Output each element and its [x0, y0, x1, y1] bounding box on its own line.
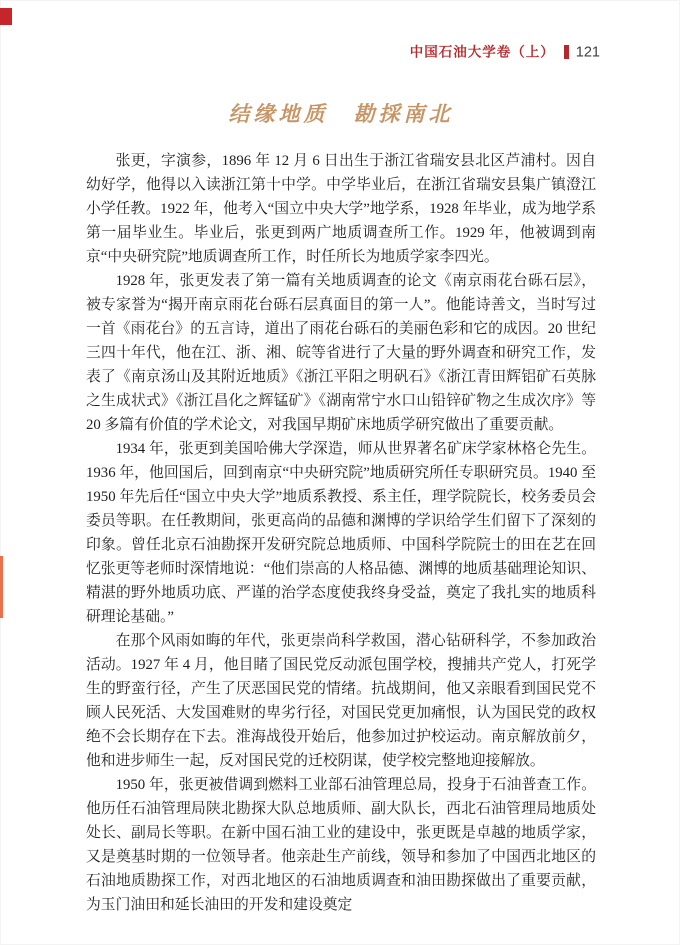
- paragraph-3: 1934 年，张更到美国哈佛大学深造，师从世界著名矿床学家林格仑先生。1936 年，他回国后，回到南京“中央研究院”地质研究所任专职研究员。1940 至 1950 年先后任“国立中央大学”地质系教授、系主任，理学院院长，校务委员会委员等职。在任教期间，张更高尚的品德和渊博的学识给学生们留下了深刻的印象。曾任北京石油勘探开发研究院总地质师、中国科学院院士的田在艺在回忆张更等老师时深情地说：“他们崇高的人格品德、渊博的地质基础理论知识、精湛的野外地质功底、严谨的治学态度使我终身受益，奠定了我扎实的地质科研理论基础。”: [86, 441, 596, 625]
- scan-artifact-orange-strip: [0, 556, 3, 618]
- paragraph-5: 1950 年，张更被借调到燃料工业部石油管理总局，投身于石油普查工作。他历任石油管理局陕北勘探大队总地质师、副大队长，西北石油管理局地质处处长、副局长等职。在新中国石油工业的建设中，张更既是卓越的地质学家，又是奠基时期的一位领导者。他亲赴生产前线，领导和参加了中国西北地区的石油地质勘探工作，对西北地区的石油地质调查和油田勘探做出了重要贡献，为玉门油田和延长油田的开发和建设奠定: [86, 777, 596, 913]
- paragraph-4: 在那个风雨如晦的年代，张更崇尚科学救国，潜心钻研科学，不参加政治活动。1927 年 4 月，他目睹了国民党反动派包围学校，搜捕共产党人，打死学生的野蛮行径，产生了厌恶国民党的情绪。抗战期间，他又亲眼看到国民党不顾人民死活、大发国难财的卑劣行径，对国民党更加痛恨，认为国民党的政权绝不会长期存在下去。淮海战役开始后，他参加过护校运动。南京解放前夕，他和进步师生一起，反对国民党的迁校阴谋，使学校完整地迎接解放。: [86, 633, 596, 769]
- chapter-title: 结缘地质 勘採南北: [228, 102, 454, 126]
- header-divider-bar: [564, 45, 569, 59]
- paragraph-1: 张更，字演参，1896 年 12 月 6 日出生于浙江省瑞安县北区芦浦村。因自幼好学，他得以入读浙江第十中学。中学毕业后，在浙江省瑞安县集广镇澄江小学任教。1922 年，他考入“国立中央大学”地学系，1928 年毕业，成为地学系第一届毕业生。毕业后，张更到两广地质调查所工作。1929 年，他被调到南京“中央研究院”地质调查所工作，时任所长为地质学家李四光。: [86, 153, 596, 265]
- page-header: [0, 44, 600, 60]
- page-number: 121: [575, 44, 600, 61]
- scan-artifact-red-square: [0, 8, 12, 25]
- paragraph-2: 1928 年，张更发表了第一篇有关地质调查的论文《南京雨花台砾石层》，被专家誉为“揭开南京雨花台砾石层真面目的第一人”。他能诗善文，当时写过一首《雨花台》的五言诗，道出了雨花台砾石的美丽色彩和它的成因。20 世纪三四十年代，他在江、浙、湘、皖等省进行了大量的野外调查和研究工作，发表了《南京汤山及其附近地质》《浙江平阳之明矾石》《浙江青田辉铝矿石英脉之生成状式》《浙江昌化之辉锰矿》《湖南常宁水口山铅锌矿物之生成次序》等 20 多篇有价值的学术论文，对我国早期矿床地质学研究做出了重要贡献。: [86, 273, 596, 433]
- article-body: [86, 149, 596, 917]
- journal-title: 中国石油大学卷（上）: [409, 44, 555, 60]
